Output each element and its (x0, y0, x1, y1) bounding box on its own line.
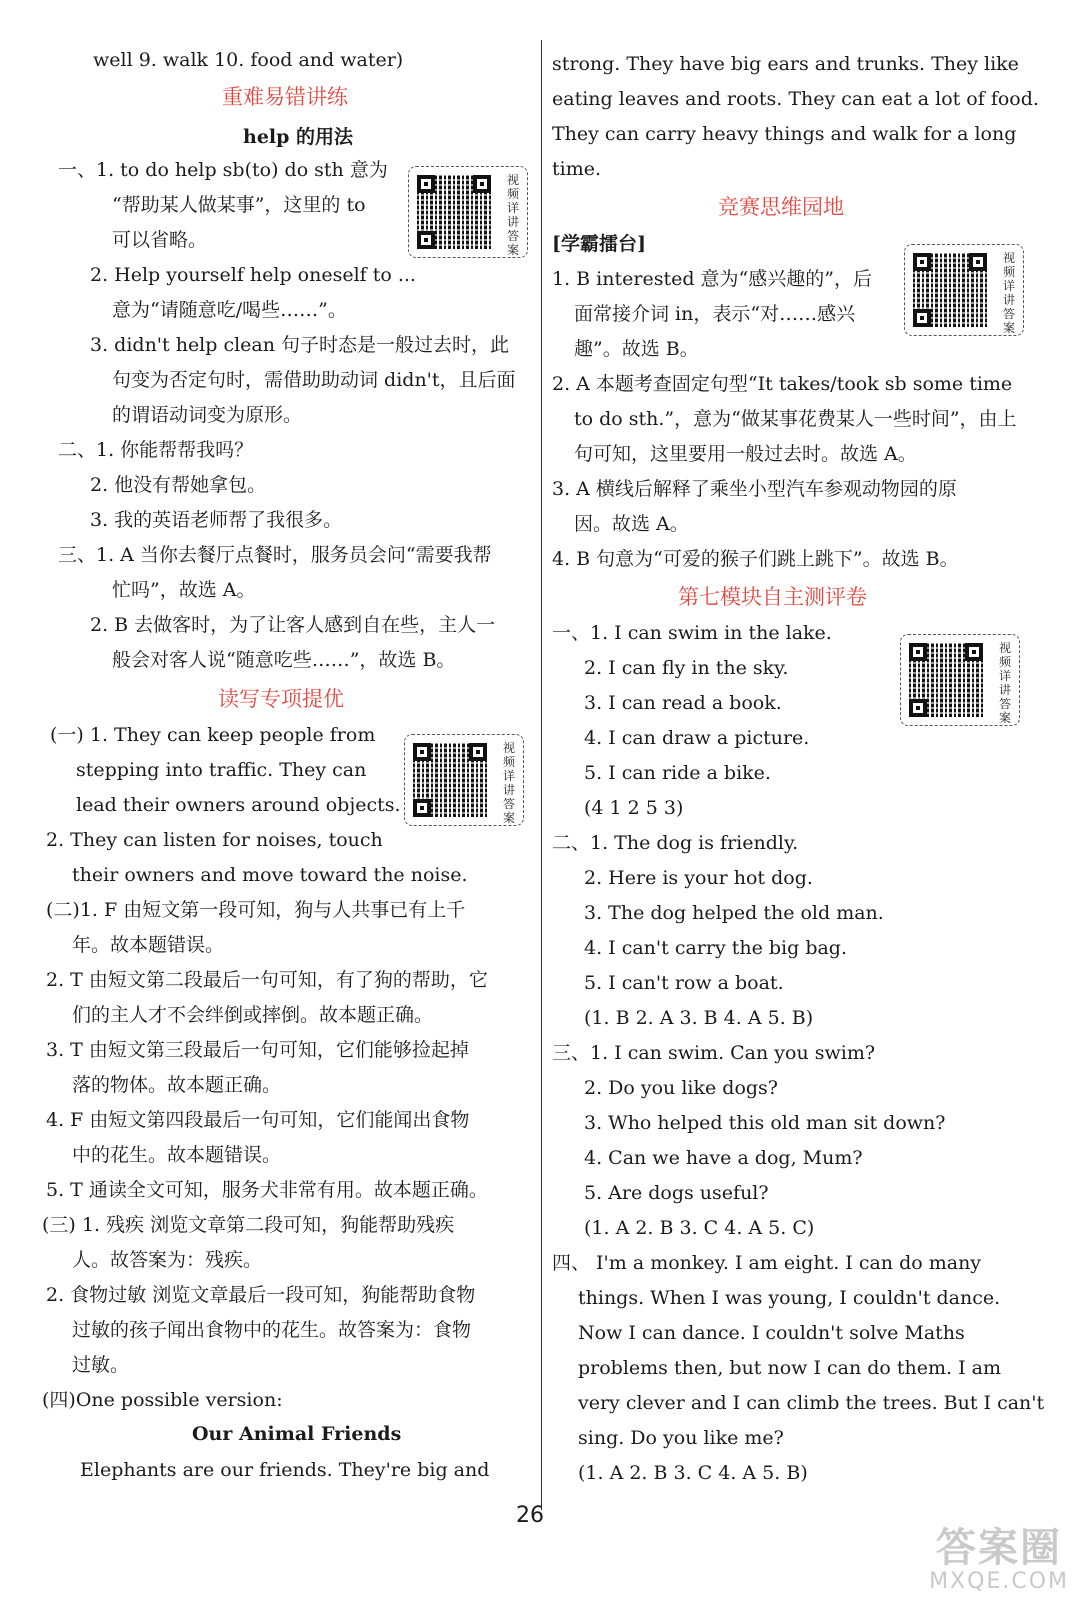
text-line: 二、1. 你能帮帮我吗？ (58, 439, 254, 461)
text-line: 们的主人才不会绊倒或摔倒。故本题正确。 (72, 1004, 434, 1026)
qr-finder-icon (913, 309, 931, 327)
column-divider (541, 40, 542, 1510)
text-line: 2. Here is your hot dog. (584, 867, 813, 889)
qr-finder-icon (417, 175, 435, 193)
text-line: 5. I can ride a bike. (584, 762, 771, 784)
text-line: 四、 I'm a monkey. I am eight. I can do many (552, 1252, 982, 1274)
text-line: very clever and I can climb the trees. But I can't (578, 1392, 1045, 1414)
text-line: 人。故答案为：残疾。 (72, 1249, 263, 1271)
subheading: help 的用法 (243, 126, 354, 148)
tag-label: [学霸擂台] (552, 233, 646, 255)
text-line: (1. B 2. A 3. B 4. A 5. B) (584, 1007, 814, 1029)
text-line: 1. B interested 意为“感兴趣的”，后 (552, 268, 872, 290)
text-line: time. (552, 158, 602, 180)
text-line: (二)1. F 由短文第一段可知，狗与人共事已有上千 (46, 899, 466, 921)
text-line: 2. 食物过敏 浏览文章最后一段可知，狗能帮助食物 (46, 1284, 476, 1306)
text-line: 趣”。故选 B。 (574, 338, 699, 360)
text-line: things. When I was young, I couldn't dance. (578, 1287, 1001, 1309)
text-line: to do sth.”，意为“做某事花费某人一些时间”，由上 (574, 408, 1017, 430)
text-line: (4 1 2 5 3) (584, 797, 684, 819)
text-line: 三、1. I can swim. Can you swim? (552, 1042, 876, 1064)
section-heading: 读写专项提优 (218, 687, 344, 711)
text-line: lead their owners around objects. (76, 794, 401, 816)
text-line: 4. B 句意为“可爱的猴子们跳上跳下”。故选 B。 (552, 548, 959, 570)
text-line: 4. I can't carry the big bag. (584, 937, 848, 959)
qr-finder-icon (913, 253, 931, 271)
qr-code[interactable] (900, 634, 1020, 726)
text-line: 句可知，这里要用一般过去时。故选 A。 (574, 443, 917, 465)
text-line: 3. I can read a book. (584, 692, 782, 714)
qr-finder-icon (473, 175, 491, 193)
text-line: 一、1. I can swim in the lake. (552, 622, 832, 644)
text-line: well 9. walk 10. food and water) (93, 49, 404, 71)
qr-finder-icon (909, 643, 927, 661)
text-line: 2. They can listen for noises, touch (46, 829, 383, 851)
text-line: 2. I can fly in the sky. (584, 657, 789, 679)
text-line: 般会对客人说“随意吃些……”，故选 B。 (112, 649, 456, 671)
text-line: 2. A 本题考查固定句型“It takes/took sb some time (552, 373, 1013, 395)
text-line: 2. Do you like dogs? (584, 1077, 778, 1099)
watermark-text: 答案圈 (936, 1525, 1063, 1571)
qr-code[interactable] (408, 166, 528, 258)
qr-finder-icon (965, 643, 983, 661)
text-line: 3. A 横线后解释了乘坐小型汽车参观动物园的原 (552, 478, 957, 500)
text-line: 中的花生。故本题错误。 (72, 1144, 282, 1166)
text-line: eating leaves and roots. They can eat a lot of food. (552, 88, 1039, 110)
text-line: “帮助某人做某事”，这里的 to (112, 194, 366, 216)
qr-finder-icon (909, 699, 927, 717)
text-line: (1. A 2. B 3. C 4. A 5. C) (584, 1217, 815, 1239)
text-line: 3. didn't help clean 句子时态是一般过去时，此 (90, 334, 510, 356)
text-line: 3. The dog helped the old man. (584, 902, 884, 924)
text-line: 5. I can't row a boat. (584, 972, 784, 994)
page-number: 26 (516, 1503, 544, 1528)
text-line: 3. T 由短文第三段最后一句可知，它们能够捡起掉 (46, 1039, 469, 1061)
essay-title: Our Animal Friends (192, 1423, 402, 1445)
qr-finder-icon (413, 743, 431, 761)
text-line: 可以省略。 (112, 229, 208, 251)
text-line: 一、1. to do help sb(to) do sth 意为 (58, 159, 388, 181)
watermark-url: MXQE.COM (929, 1569, 1069, 1594)
text-line: 年。故本题错误。 (72, 934, 225, 956)
section-heading: 竞赛思维园地 (718, 195, 844, 219)
text-line: 4. Can we have a dog, Mum? (584, 1147, 863, 1169)
text-line: (一) 1. They can keep people from (50, 724, 376, 746)
text-line: 的谓语动词变为原形。 (112, 404, 303, 426)
text-line: They can carry heavy things and walk for a long (552, 123, 1017, 145)
qr-caption: 视频详讲答案 (1002, 251, 1015, 335)
text-line: 落的物体。故本题正确。 (72, 1074, 282, 1096)
qr-code[interactable] (904, 244, 1024, 336)
qr-finder-icon (413, 799, 431, 817)
text-line: Now I can dance. I couldn't solve Maths (578, 1322, 965, 1344)
text-line: problems then, but now I can do them. I am (578, 1357, 1001, 1379)
text-line: 2. B 去做客时，为了让客人感到自在些，主人一 (90, 614, 496, 636)
text-line: 4. F 由短文第四段最后一句可知，它们能闻出食物 (46, 1109, 470, 1131)
text-line: strong. They have big ears and trunks. They like (552, 53, 1019, 75)
text-line: 因。故选 A。 (574, 513, 689, 535)
text-line: 5. Are dogs useful? (584, 1182, 769, 1204)
text-line: 三、1. A 当你去餐厅点餐时，服务员会问“需要我帮 (58, 544, 492, 566)
text-line: sing. Do you like me? (578, 1427, 784, 1449)
text-line: 面常接介词 in，表示“对……感兴 (574, 303, 856, 325)
text-line: 4. I can draw a picture. (584, 727, 810, 749)
text-line: 5. T 通读全文可知，服务犬非常有用。故本题正确。 (46, 1179, 488, 1201)
text-line: 意为“请随意吃/喝些……”。 (112, 299, 347, 321)
text-line: 2. T 由短文第二段最后一句可知，有了狗的帮助，它 (46, 969, 488, 991)
text-line: 忙吗”，故选 A。 (112, 579, 256, 601)
text-line: 过敏的孩子闻出食物中的花生。故答案为：食物 (72, 1319, 472, 1341)
qr-caption: 视频详讲答案 (998, 641, 1011, 725)
qr-finder-icon (969, 253, 987, 271)
text-line: stepping into traffic. They can (76, 759, 367, 781)
text-line: 2. 他没有帮她拿包。 (90, 474, 267, 496)
text-line: (四)One possible version: (42, 1389, 283, 1411)
text-line: (1. A 2. B 3. C 4. A 5. B) (578, 1462, 808, 1484)
qr-finder-icon (469, 743, 487, 761)
text-line: 3. Who helped this old man sit down? (584, 1112, 946, 1134)
text-line: 3. 我的英语老师帮了我很多。 (90, 509, 343, 531)
text-line: 二、1. The dog is friendly. (552, 832, 799, 854)
text-line: (三) 1. 残疾 浏览文章第二段可知，狗能帮助残疾 (42, 1214, 455, 1236)
qr-finder-icon (417, 231, 435, 249)
text-line: 过敏。 (72, 1354, 130, 1376)
qr-caption: 视频详讲答案 (506, 173, 519, 257)
section-heading: 重难易错讲练 (222, 85, 348, 109)
text-line: 2. Help yourself help oneself to ... (90, 264, 416, 286)
watermark-logo (929, 1526, 1069, 1594)
text-line: their owners and move toward the noise. (72, 864, 468, 886)
section-heading: 第七模块自主测评卷 (678, 585, 867, 609)
qr-caption: 视频详讲答案 (502, 741, 515, 825)
text-line: 句变为否定句时，需借助助动词 didn't，且后面 (112, 369, 516, 391)
text-line: Elephants are our friends. They're big and (80, 1459, 490, 1481)
qr-code[interactable] (404, 734, 524, 826)
